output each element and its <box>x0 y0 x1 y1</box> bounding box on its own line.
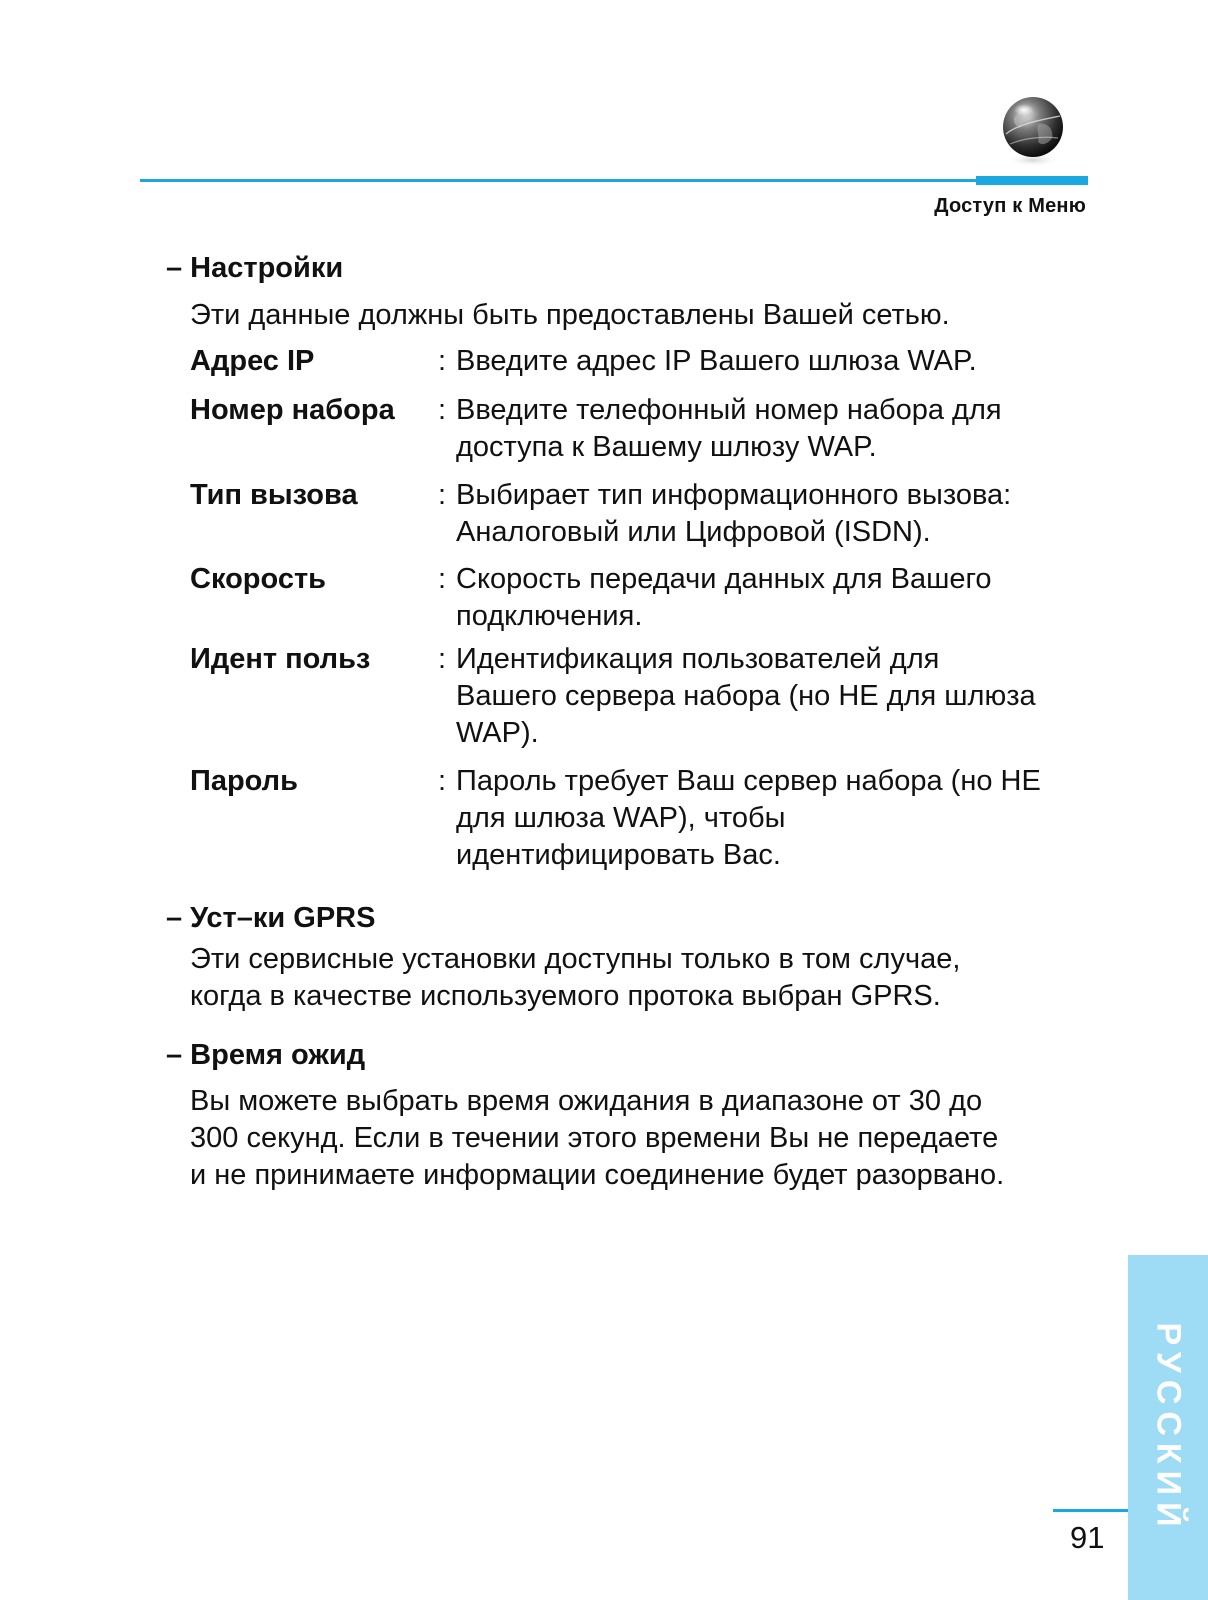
definition-term: Номер набора <box>190 394 395 426</box>
definition-term: Пароль <box>190 765 298 797</box>
definition-line: Идентификация пользователей для <box>456 643 940 675</box>
definition-text <box>456 392 1096 466</box>
paragraph-line: Вы можете выбрать время ожидания в диапазоне от 30 до <box>190 1085 983 1117</box>
gprs-paragraph <box>190 941 1090 1015</box>
paragraph-line: 300 секунд. Если в течении этого времени Вы не передаете <box>190 1122 999 1154</box>
header-rule <box>140 179 976 182</box>
definition-text <box>456 641 1096 752</box>
definition-line: Пароль требует Ваш сервер набора (но НЕ <box>456 765 1041 797</box>
definition-colon: : <box>438 765 447 797</box>
timeout-paragraph <box>190 1083 1090 1194</box>
definition-line: идентифицировать Вас. <box>456 839 781 871</box>
definition-term: Идент польз <box>190 643 371 675</box>
section-title-timeout: – Время ожид <box>166 1039 366 1071</box>
definition-line: Аналоговый или Цифровой (ISDN). <box>456 516 931 548</box>
paragraph-line: когда в качестве используемого протока выбран GPRS. <box>190 980 941 1012</box>
language-tab-label: РУССКИЙ <box>1149 1321 1188 1534</box>
definition-colon: : <box>438 563 447 595</box>
page-number-rule <box>1053 1509 1128 1512</box>
definition-line: WAP). <box>456 717 539 749</box>
definition-line: Введите адрес IP Вашего шлюза WAP. <box>456 345 977 377</box>
header-rule-accent <box>976 176 1088 185</box>
definition-colon: : <box>438 479 447 511</box>
paragraph-line: Эти сервисные установки доступны только в том случае, <box>190 943 961 975</box>
definition-term: Тип вызова <box>190 479 358 511</box>
definition-line: подключения. <box>456 600 643 632</box>
definition-colon: : <box>438 345 447 377</box>
definition-text <box>456 561 1096 635</box>
definition-term: Адрес IP <box>190 345 315 377</box>
globe-icon <box>1000 94 1066 170</box>
section-title-settings: – Настройки <box>166 252 344 284</box>
language-side-tab <box>1128 1255 1208 1600</box>
definition-line: Выбирает тип информационного вызова: <box>456 479 1012 511</box>
definition-text <box>456 763 1096 874</box>
definition-line: Скорость передачи данных для Вашего <box>456 563 992 595</box>
definition-text <box>456 477 1096 551</box>
definition-line: для шлюза WAP), чтобы <box>456 802 786 834</box>
definition-colon: : <box>438 643 447 675</box>
definition-line: доступа к Вашему шлюзу WAP. <box>456 431 877 463</box>
definition-line: Введите телефонный номер набора для <box>456 394 1002 426</box>
section-title-gprs: – Уст–ки GPRS <box>166 902 376 934</box>
paragraph-line: и не принимаете информации соединение будет разорвано. <box>190 1159 1005 1191</box>
section-label: Доступ к Меню <box>934 195 1086 217</box>
definition-line: Вашего сервера набора (но НЕ для шлюза <box>456 680 1036 712</box>
definition-term: Скорость <box>190 563 326 595</box>
definition-colon: : <box>438 394 447 426</box>
page-number: 91 <box>1070 1520 1105 1555</box>
definition-text <box>456 343 1096 380</box>
settings-intro: Эти данные должны быть предоставлены Вашей сетью. <box>190 299 950 331</box>
